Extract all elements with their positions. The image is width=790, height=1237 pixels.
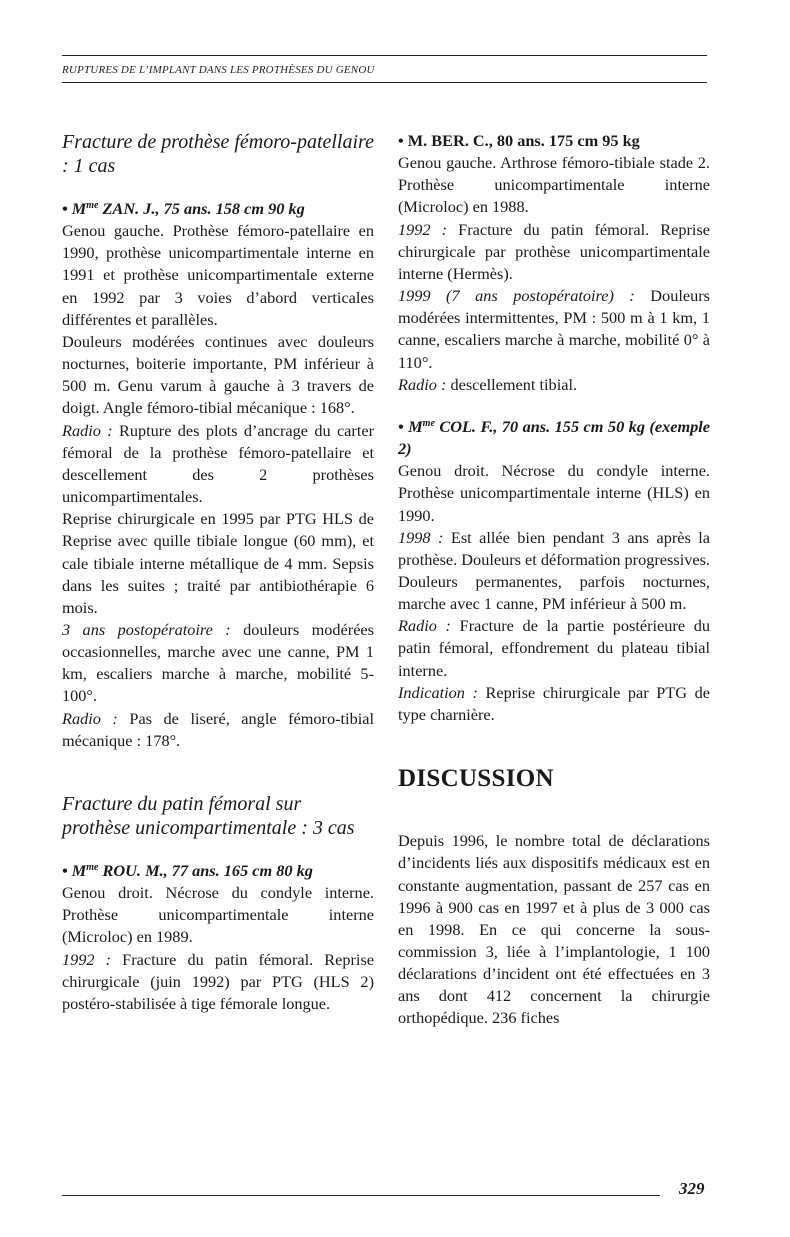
case-rou bbox=[62, 860, 374, 1015]
case-paragraph: 1992 : Fracture du patin fémoral. Reprise chirurgicale (juin 1992) par PTG (HLS 2) postéro-stabilisée à tige fémorale longue. bbox=[62, 949, 375, 1013]
case-paragraph: 1999 (7 ans postopératoire) : Douleurs modérées intermittentes, PM : 500 m à 1 km, 1 canne, escaliers marche à marche, mobilité 0° à 110°. bbox=[398, 286, 710, 372]
case-heading: • $M^{me}$ COL. F., 70 ans. 155 cm 50 kg (exemple 2) bbox=[398, 416, 710, 459]
section-title-femoro-patellaire: Fracture de prothèse fémoro-patellaire : 1 cas bbox=[62, 131, 374, 177]
case-ber bbox=[398, 130, 710, 396]
case-paragraph: 1998 : Est allée bien pendant 3 ans après la prothèse. Douleurs et déformation progressives. Douleurs permanentes, parfois nocturnes, marche avec 1 canne, PM inférieur à 500 m. bbox=[398, 527, 711, 614]
section-title-patin-femoral: Fracture du patin fémoral sur prothèse unicompartimentale : 3 cas bbox=[62, 792, 355, 839]
case-paragraph: Genou droit. Nécrose du condyle interne. Prothèse unicompartimentale interne (Microloc) en 1989. bbox=[62, 883, 374, 947]
case-paragraph: Douleurs modérées continues avec douleurs nocturnes, boiterie importante, PM inférieur à 500 m. Genu varum à gauche à 3 travers de doigt. Angle fémoro-tibial mécanique : 168°. bbox=[62, 331, 374, 418]
header-rule-top bbox=[62, 55, 707, 56]
case-heading: • $M^{me}$ ROU. M., 77 ans. 165 cm 80 kg bbox=[62, 860, 313, 880]
running-title: RUPTURES DE L’IMPLANT DANS LES PROTHÈSES DU GENOU bbox=[62, 64, 375, 76]
case-paragraph: Genou gauche. Arthrose fémoro-tibiale stade 2. Prothèse unicompartimentale interne (Microloc) en 1988. bbox=[398, 153, 710, 217]
case-paragraph: Radio : Pas de liseré, angle fémoro-tibial mécanique : 178°. bbox=[62, 708, 374, 750]
left-column bbox=[62, 130, 374, 1035]
case-paragraph: 3 ans postopératoire : douleurs modérées occasionnelles, marche avec une canne, PM 1 km, escaliers marche à marche, mobilité 5-100°. bbox=[62, 619, 374, 706]
case-paragraph: Radio : descellement tibial. bbox=[398, 374, 578, 394]
header-rule-bottom bbox=[62, 82, 707, 83]
case-paragraph: Genou gauche. Prothèse fémoro-patellaire en 1990, prothèse unicompartimentale interne en 1991 et prothèse unicompartimentale externe en 1992 par 3 voies d’abord verticales différentes et parallèles. bbox=[62, 221, 374, 329]
case-heading: • $M^{me}$ ZAN. J., 75 ans. 158 cm 90 kg bbox=[62, 199, 305, 218]
section-title-discussion: DISCUSSION bbox=[398, 765, 554, 793]
case-heading: • M. BER. C., 80 ans. 175 cm 95 kg bbox=[398, 131, 640, 150]
case-col bbox=[398, 416, 710, 726]
case-paragraph: Radio : Fracture de la partie postérieure du patin fémoral, effondrement du plateau tibial interne. bbox=[398, 616, 710, 680]
case-paragraph: Reprise chirurgicale en 1995 par PTG HLS de Reprise avec quille tibiale longue (60 mm), et cale tibiale interne métallique de 4 mm. Sepsis dans les suites ; traité par antibiothérapie 6 mois. bbox=[62, 509, 374, 617]
case-zan bbox=[62, 198, 374, 752]
case-paragraph: Genou droit. Nécrose du condyle interne. Prothèse unicompartimentale interne (HLS) en 1990. bbox=[398, 461, 710, 525]
page-number: 329 bbox=[679, 1179, 705, 1198]
right-column bbox=[398, 130, 710, 1030]
discussion-paragraph: Depuis 1996, le nombre total de déclarations d’incidents liés aux dispositifs médicaux est en constante augmentation, passant de 257 cas en 1996 à 900 cas en 1997 et à plus de 3 000 cas en 1998. En ce qui concerne la sous-commission 3, liée à l’implantologie, 1 100 déclarations d’incident ont été effectuées en 3 ans dont 412 concernent la chirurgie orthopédique. 236 fiches bbox=[398, 831, 710, 1028]
case-paragraph: Radio : Rupture des plots d’ancrage du carter fémoral de la prothèse fémoro-patellaire et descellement des 2 prothèses unicompartimentales. bbox=[62, 420, 374, 507]
case-paragraph: 1992 : Fracture du patin fémoral. Reprise chirurgicale par prothèse unicompartimentale interne (Hermès). bbox=[398, 219, 711, 283]
footer-rule bbox=[62, 1195, 660, 1196]
case-paragraph: Indication : Reprise chirurgicale par PTG de type charnière. bbox=[398, 682, 710, 724]
